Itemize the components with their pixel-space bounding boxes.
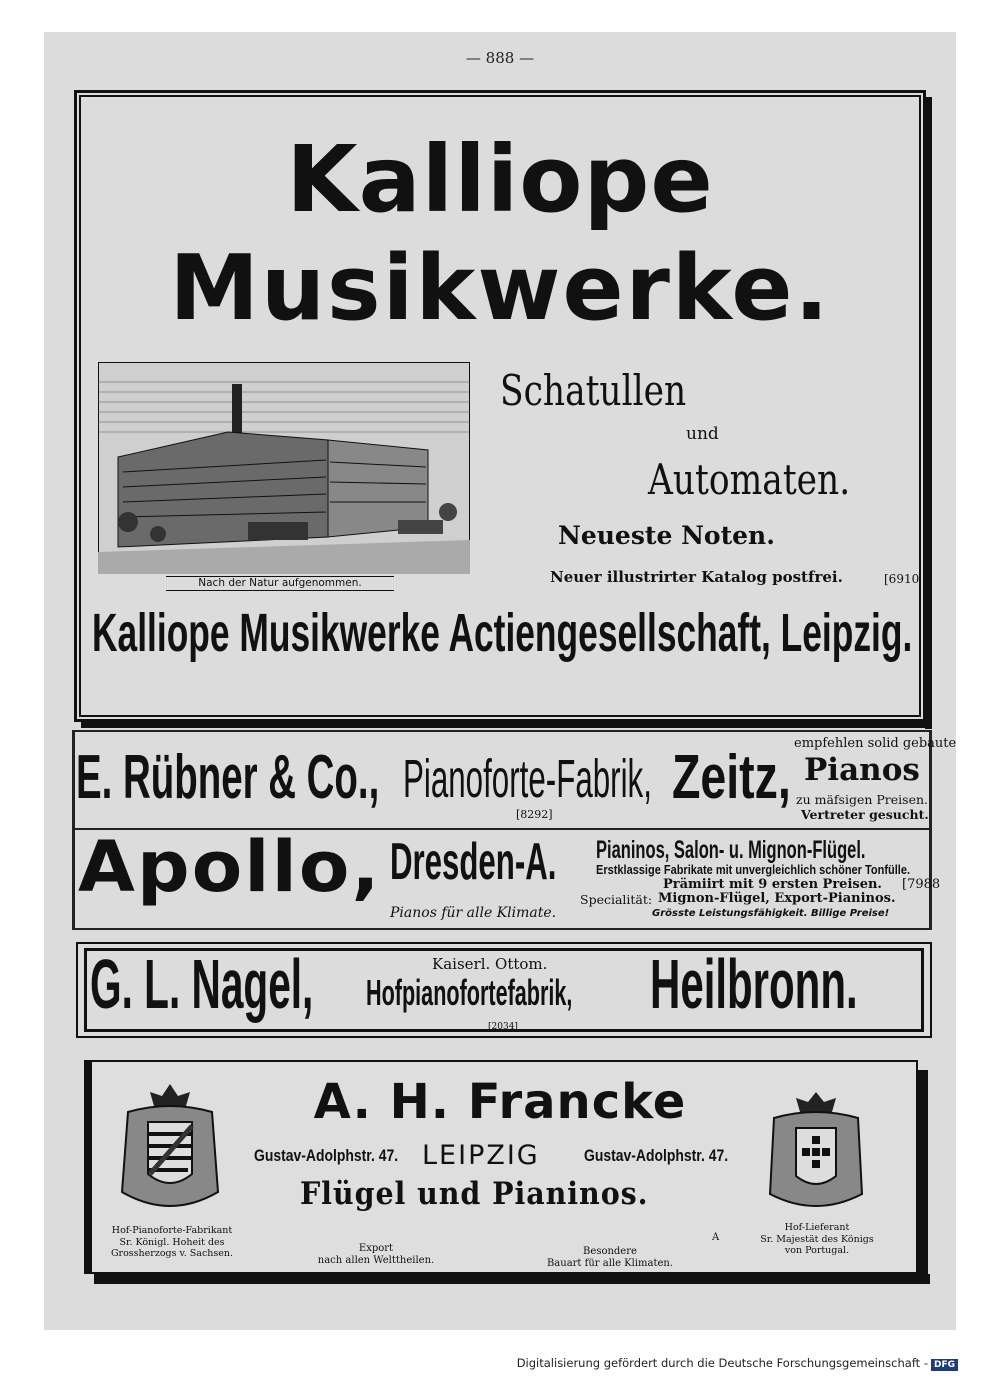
francke-name: A. H. Francke <box>313 1074 687 1130</box>
ruebner-prices: zu mäfsigen Preisen. <box>796 792 928 807</box>
dfg-logo: DFG <box>931 1359 958 1371</box>
left-caption-line: Sr. Königl. Hoheit des <box>119 1236 225 1248</box>
kalliope-company: Kalliope Musikwerke Actiengesellschaft, Leipzig. <box>92 603 913 663</box>
ruebner-product: Pianos <box>804 752 920 788</box>
kalliope-ref: [6910 <box>884 572 920 586</box>
francke-right-caption <box>752 1222 882 1257</box>
francke-products: Flügel und Pianinos. <box>300 1176 649 1212</box>
ruebner-top-rule <box>72 730 932 732</box>
nagel-city: Heilbronn. <box>650 945 858 1023</box>
catalog-notice: Neuer illustrirter Katalog postfrei. <box>550 568 843 586</box>
ruebner-left-rule <box>72 730 75 830</box>
apollo-city: Dresden-A. <box>390 833 557 891</box>
newest-notes: Neueste Noten. <box>558 521 775 550</box>
footer-text: Digitalisierung gefördert durch die Deutsche Forschungsgemeinschaft - <box>516 1356 928 1370</box>
portugal-coat-of-arms-icon <box>766 1090 866 1220</box>
page-number: — 888 — <box>465 49 535 67</box>
apollo-specialty-label: Specialität: <box>580 892 653 907</box>
right-caption-line: Hof-Lieferant <box>784 1222 850 1233</box>
left-caption-line: Grossherzogs v. Sachsen. <box>110 1248 234 1259</box>
francke-ref: A <box>712 1232 720 1243</box>
apollo-line3: Prämiirt mit 9 ersten Preisen. <box>663 877 882 892</box>
kalliope-ad-shadow-bottom <box>81 721 932 728</box>
export-title: Export <box>358 1243 394 1254</box>
left-caption-line: Hof-Pianoforte-Fabrikant <box>111 1225 233 1236</box>
apollo-line1: Pianinos, Salon- u. Mignon-Flügel. <box>596 836 866 864</box>
product-automaten: Automaten. <box>648 455 851 504</box>
francke-left-caption <box>104 1225 240 1260</box>
ruebner-ref: [8292] <box>516 808 553 821</box>
apollo-line2: Erstklassige Fabrikate mit unvergleichlich schöner Tonfülle. <box>596 863 911 877</box>
apollo-name: Apollo, <box>78 826 382 908</box>
saxony-coat-of-arms-icon <box>118 1082 222 1222</box>
kalliope-title-line1: Kalliope <box>286 126 714 233</box>
ruebner-agents: Vertreter gesucht. <box>801 807 929 822</box>
product-schatullen: Schatullen <box>500 366 687 415</box>
francke-city: LEIPZIG <box>422 1140 540 1171</box>
nagel-name: G. L. Nagel, <box>90 945 314 1023</box>
right-caption-line: Sr. Majestät des Königs <box>760 1233 874 1245</box>
apollo-left-rule <box>72 828 75 930</box>
francke-special <box>540 1246 680 1270</box>
ruebner-city: Zeitz, <box>672 743 791 812</box>
kalliope-title-line2: Musikwerke. <box>169 236 831 341</box>
nagel-trade: Hofpianofortefabrik, <box>366 972 573 1013</box>
special-title: Besondere <box>583 1246 637 1257</box>
right-caption-line: von Portugal. <box>784 1245 850 1256</box>
factory-engraving <box>98 362 470 574</box>
apollo-bottom-rule <box>72 928 932 930</box>
ruebner-trade: Pianoforte-Fabrik, <box>403 749 652 809</box>
ruebner-recommend: empfehlen solid gebaute <box>794 736 957 751</box>
francke-street-left: Gustav-Adolphstr. 47. <box>254 1146 399 1165</box>
apollo-specialty: Mignon-Flügel, Export-Pianinos. <box>658 891 896 906</box>
image-caption: Nach der Natur aufgenommen. <box>166 576 394 591</box>
apollo-climates: Pianos für alle Klimate. <box>390 905 557 921</box>
ruebner-name: E. Rübner & Co., <box>76 743 380 812</box>
nagel-title-top: Kaiserl. Ottom. <box>432 955 548 973</box>
francke-street-right: Gustav-Adolphstr. 47. <box>584 1146 729 1165</box>
special-text: Bauart für alle Klimaten. <box>546 1258 674 1269</box>
apollo-ref: [7988 <box>902 877 941 892</box>
nagel-ref: [2034] <box>488 1022 518 1032</box>
francke-export <box>316 1243 436 1267</box>
conjunction-und: und <box>686 424 719 444</box>
footer-funding-note <box>517 1356 958 1371</box>
apollo-line5: Grösste Leistungsfähigkeit. Billige Preise! <box>652 908 890 919</box>
export-text: nach allen Welttheilen. <box>317 1255 435 1266</box>
